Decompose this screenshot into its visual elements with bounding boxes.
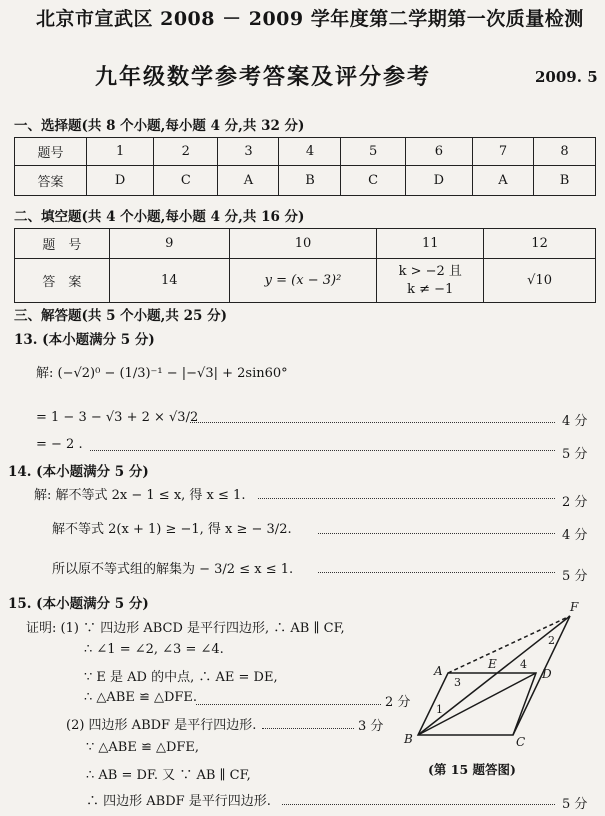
answer-cell: D [405,166,472,196]
label-c: C [516,735,526,748]
question-number: 4 [279,138,341,166]
q14-line1: 解: 解不等式 2x − 1 ≤ x, 得 x ≤ 1. [34,488,246,503]
q13-line2: = 1 − 3 − √3 + 2 × √3/2 [36,410,199,425]
q15-line6: ∵ △ABE ≌ △DFE, [86,740,200,755]
dotted-leader [90,450,555,451]
q15-line3: ∵ E 是 AD 的中点, ∴ AE = DE, [84,670,278,685]
angle-3: 3 [454,676,461,689]
q13-score-4: 4 分 [562,414,588,429]
dotted-leader [190,422,555,423]
answer-cell: C [341,166,405,196]
row-header: 答 案 [15,259,110,303]
q14-title: 14. (本小题满分 5 分) [8,464,149,480]
label-e: E [488,657,497,671]
section2-heading: 二、填空题(共 4 个小题,每小题 4 分,共 16 分) [14,209,305,225]
q14-line3: 所以原不等式组的解集为 − 3/2 ≤ x ≤ 1. [52,562,294,577]
q15-line8: ∴ 四边形 ABDF 是平行四边形. [86,794,271,809]
q15-line7: ∴ AB = DF. 又 ∵ AB ∥ CF, [86,768,251,783]
answer-line: k ≠ −1 [407,281,454,297]
parallelogram-figure [400,598,600,748]
answer-cell [377,259,484,303]
question-number: 5 [341,138,405,166]
answer-cell: B [533,166,595,196]
fill-answer-row [15,259,596,303]
fill-number-row [15,229,596,259]
question-number: 1 [87,138,154,166]
angle-1: 1 [436,703,443,716]
q14-score-5: 5 分 [562,569,588,584]
q15-line4: ∴ △ABE ≌ △DFE. [84,690,198,705]
q13-title: 13. (本小题满分 5 分) [14,332,155,348]
answer-cell: A [472,166,533,196]
document-subtitle: 九年级数学参考答案及评分参考 [95,64,432,90]
q15-line5: (2) 四边形 ABDF 是平行四边形. [66,718,257,733]
dotted-leader [318,533,555,534]
q15-score-5: 5 分 [562,797,588,812]
figure-caption: (第 15 题答图) [428,762,516,777]
q13-line1: 解: (−√2)⁰ − (1/3)⁻¹ − |−√3| + 2sin60° [36,366,288,381]
answer-cell: D [87,166,154,196]
q15-line2: ∴ ∠1 = ∠2, ∠3 = ∠4. [84,642,224,657]
answer-cell: y = (x − 3)² [229,259,377,303]
q15-score-3: 3 分 [358,719,384,734]
dotted-leader [262,728,354,729]
fill-answer-table [14,228,596,303]
document-date: 2009. 5 [535,68,598,86]
choice-answer-row [15,166,596,196]
q14-score-2: 2 分 [562,495,588,510]
angle-4: 4 [520,658,527,671]
answer-cell: A [218,166,279,196]
q15-line1: 证明: (1) ∵ 四边形 ABCD 是平行四边形, ∴ AB ∥ CF, [26,621,345,636]
choice-number-row [15,138,596,166]
section3-heading: 三、解答题(共 5 个小题,共 25 分) [14,308,227,324]
dotted-leader [258,498,555,499]
q15-score-2: 2 分 [385,695,411,710]
dotted-leader [196,704,381,705]
answer-cell: B [279,166,341,196]
dotted-leader [282,804,555,805]
choice-answer-table [14,137,596,196]
answer-cell: C [154,166,218,196]
section1-heading: 一、选择题(共 8 个小题,每小题 4 分,共 32 分) [14,118,305,134]
question-number: 11 [377,229,484,259]
answer-cell: √10 [484,259,596,303]
question-number: 6 [405,138,472,166]
row-header: 题 号 [15,229,110,259]
q13-line3: = − 2 . [36,437,83,452]
answer-cell: 14 [109,259,229,303]
question-number: 7 [472,138,533,166]
question-number: 10 [229,229,377,259]
q14-score-4: 4 分 [562,528,588,543]
label-d: D [542,667,552,681]
label-a: A [434,664,443,678]
page-title: 北京市宣武区 2008 － 2009 学年度第二学期第一次质量检测 [36,8,584,30]
q13-score-5: 5 分 [562,447,588,462]
question-number: 3 [218,138,279,166]
dotted-leader [318,572,555,573]
answer-line: k > −2 且 [398,263,462,279]
row-header: 题号 [15,138,87,166]
question-number: 12 [484,229,596,259]
question-number: 8 [533,138,595,166]
label-f: F [570,600,579,614]
label-b: B [404,732,413,746]
q14-line2: 解不等式 2(x + 1) ≥ −1, 得 x ≥ − 3/2. [52,522,292,537]
row-header: 答案 [15,166,87,196]
question-number: 9 [109,229,229,259]
question-number: 2 [154,138,218,166]
angle-2: 2 [548,634,555,647]
q15-title: 15. (本小题满分 5 分) [8,596,149,612]
